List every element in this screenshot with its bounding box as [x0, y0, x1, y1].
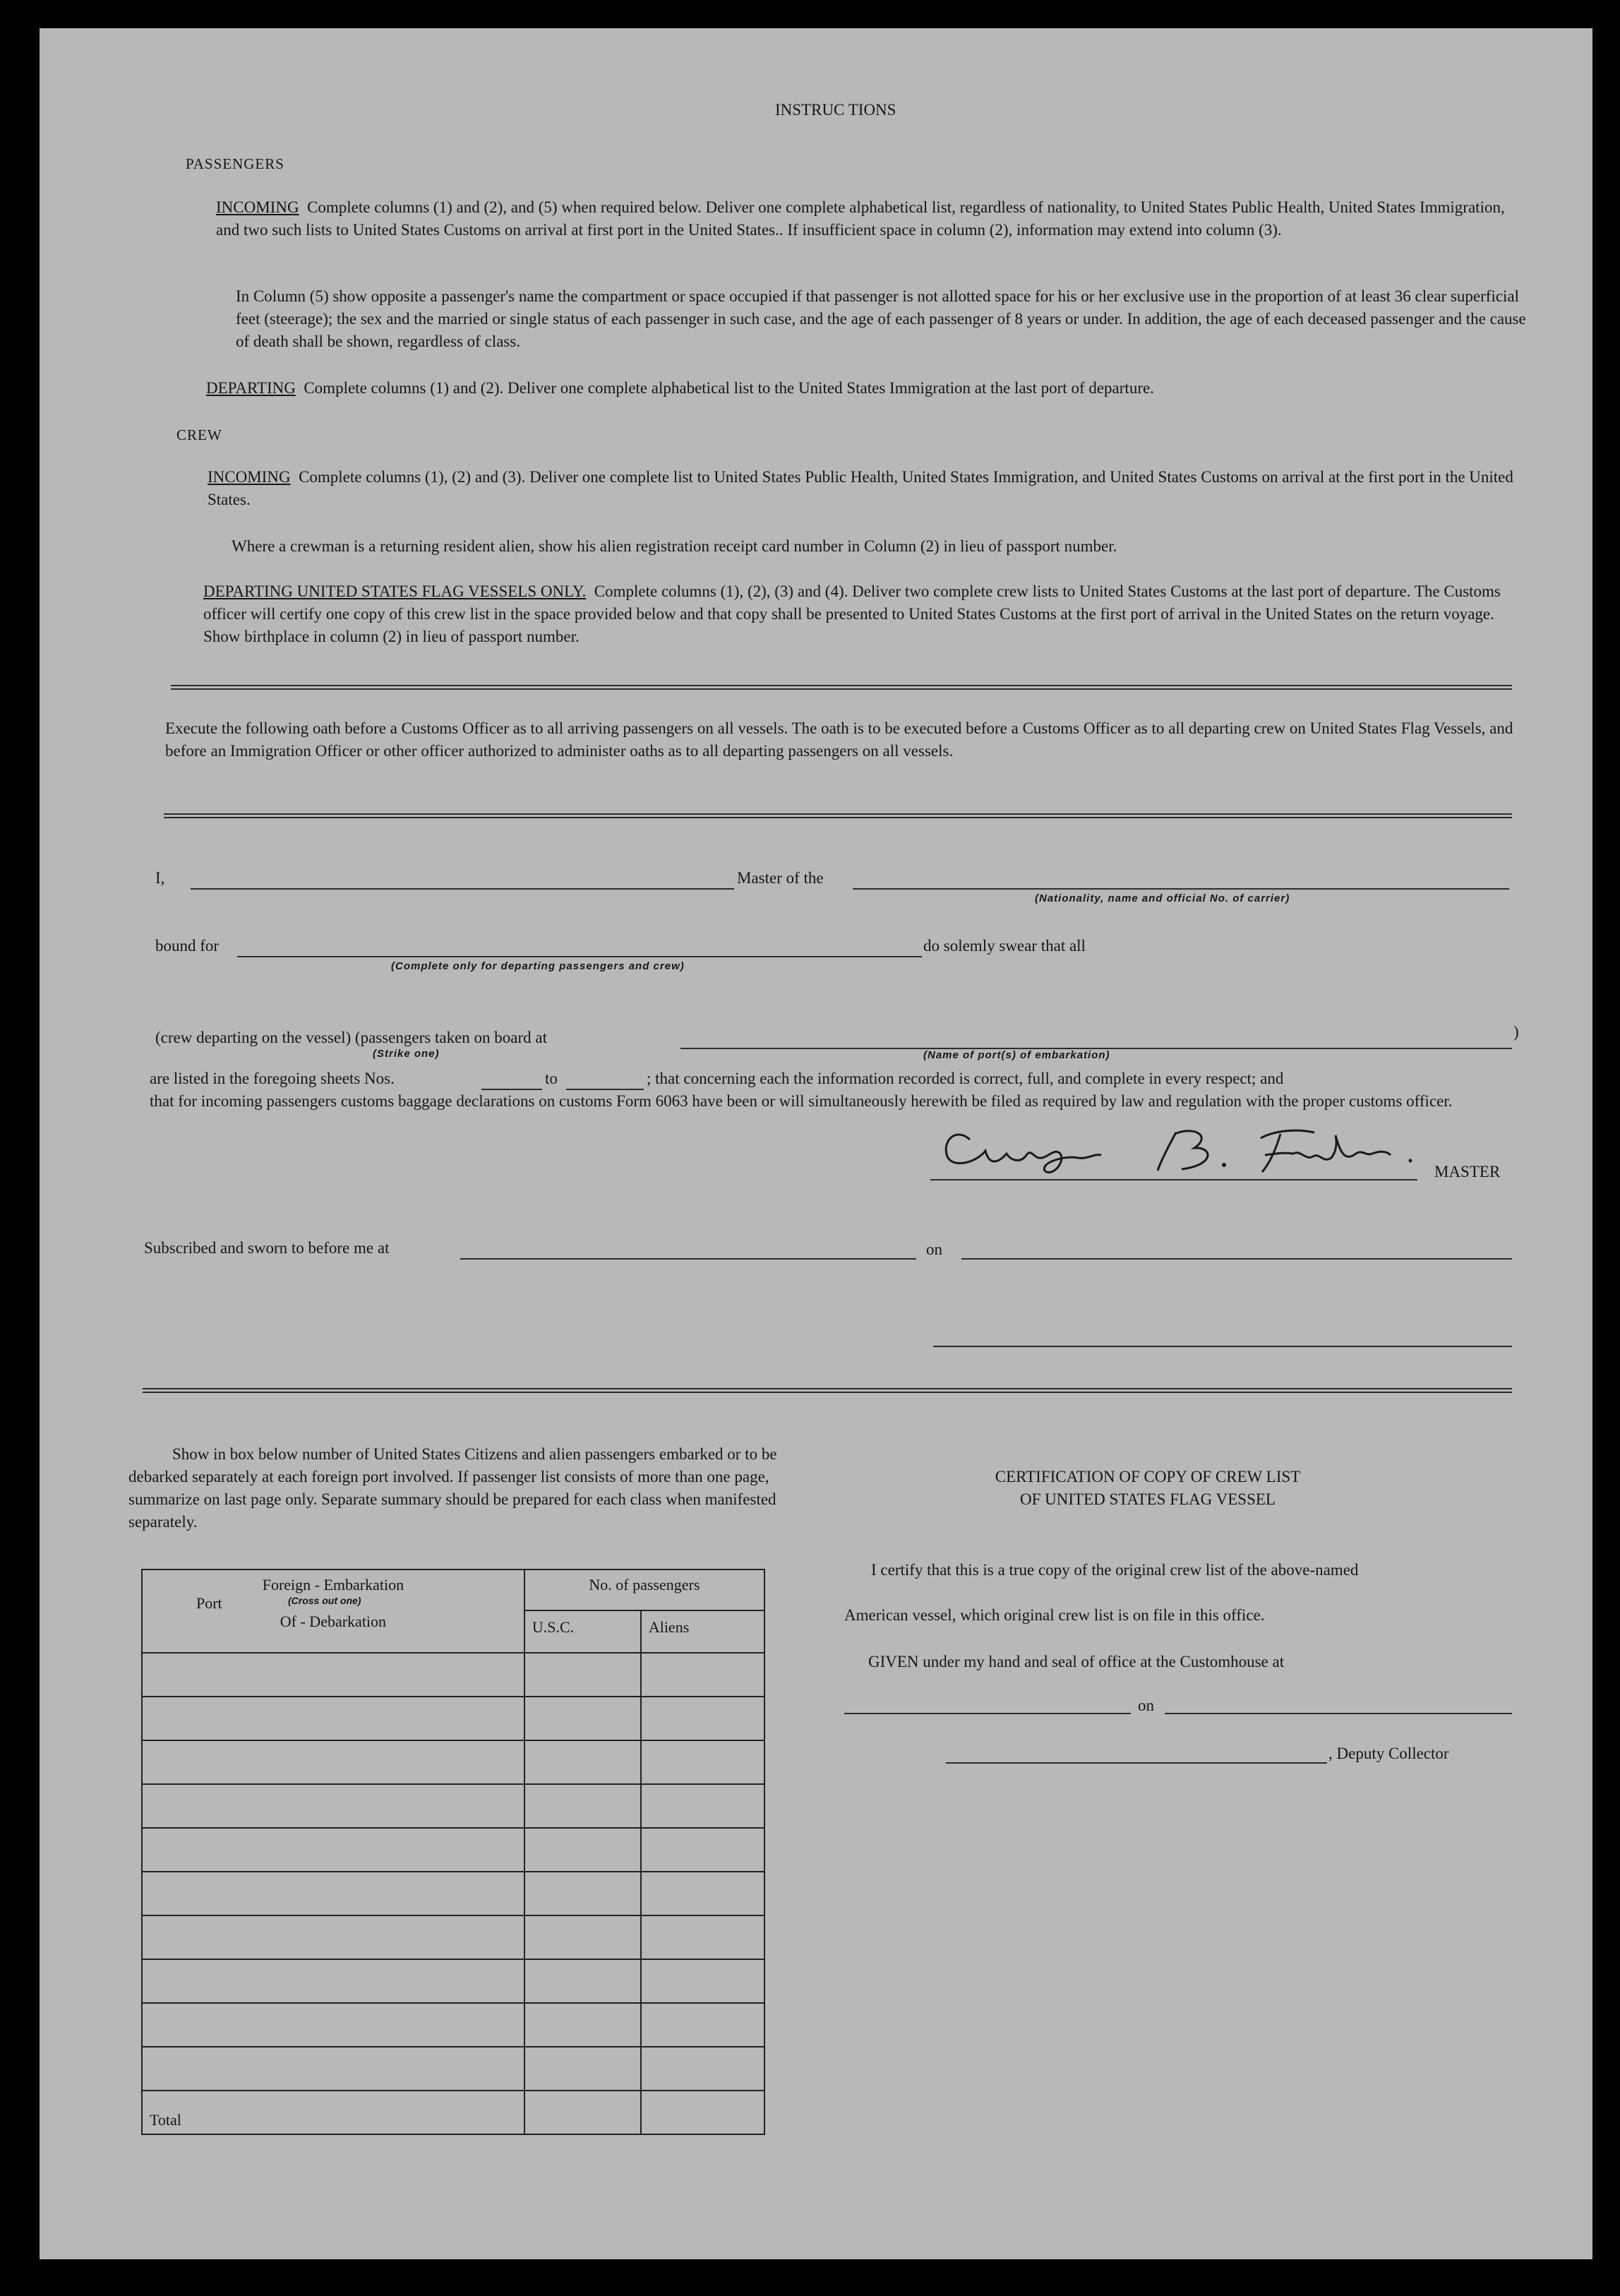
port-cell[interactable] — [142, 1697, 524, 1740]
section-divider — [143, 1388, 1512, 1393]
usc-cell[interactable] — [524, 1784, 641, 1828]
usc-cell[interactable] — [524, 1959, 641, 2003]
usc-header: U.S.C. — [524, 1610, 641, 1653]
given-line: GIVEN under my hand and seal of office at the Customhouse at — [868, 1653, 1285, 1670]
passengers-departing-label: DEPARTING — [206, 379, 296, 397]
crew-departing-label: DEPARTING UNITED STATES FLAG VESSELS ONLY. — [203, 582, 587, 600]
aliens-cell[interactable] — [641, 1653, 764, 1697]
usc-cell[interactable] — [524, 2003, 641, 2047]
certification-title-line1: CERTIFICATION OF COPY OF CREW LIST — [995, 1468, 1301, 1485]
sworn-place-field[interactable] — [460, 1258, 916, 1260]
crew-departing-paragraph — [203, 580, 1530, 648]
total-label: Total — [142, 2091, 524, 2134]
oath-instruction: Execute the following oath before a Customs Officer as to all arriving passengers on all vessels. The oath is to be executed before a Customs Officer as to all departing crew on United States Flag Vessels, and before an Immigration Officer or other officer authorized to administer oaths as to all departing passengers on all vessels. — [165, 719, 1513, 760]
port-cell[interactable] — [142, 1784, 524, 1828]
port-cell[interactable] — [142, 1653, 524, 1697]
passengers-heading: PASSENGERS — [186, 155, 284, 172]
aliens-total-cell[interactable] — [641, 2091, 764, 2134]
close-paren: ) — [1513, 1023, 1519, 1041]
aliens-cell[interactable] — [641, 1959, 764, 2003]
section-divider — [164, 813, 1512, 818]
port-cell[interactable] — [142, 2047, 524, 2091]
master-name-field[interactable] — [191, 888, 734, 890]
cert-date-field[interactable] — [1165, 1713, 1512, 1714]
bound-for-caption: (Complete only for departing passengers and crew) — [391, 960, 685, 972]
subscribed-label: Subscribed and sworn to before me at — [144, 1239, 390, 1257]
crew-resident-text: Where a crewman is a returning resident alien, show his alien registration receipt card number in Column (2) in lieu of passport number. — [232, 537, 1117, 555]
aliens-cell[interactable] — [641, 1828, 764, 1872]
aliens-cell[interactable] — [641, 1740, 764, 1784]
document-sheet — [40, 28, 1592, 2259]
bound-for-field[interactable] — [237, 956, 922, 957]
crew-heading: CREW — [176, 426, 222, 443]
usc-cell[interactable] — [524, 2047, 641, 2091]
port-cell[interactable] — [142, 1915, 524, 1959]
port-cell[interactable] — [142, 2003, 524, 2047]
crew-departing-text: Complete columns (1), (2), (3) and (4). Deliver two complete crew lists to United States Customs at the last port of departure. The Customs officer will certify one copy of this crew list in the space provided below and that copy shall be presented to United States Customs at the first port of arrival in the United States on the return voyage. Show birthplace in column (2) in lieu of passport number. — [203, 582, 1501, 645]
port-header-line1: Foreign - Embarkation — [262, 1576, 404, 1594]
usc-cell[interactable] — [524, 1872, 641, 1915]
cross-out-caption: (Cross out one) — [288, 1595, 361, 1606]
carrier-caption: (Nationality, name and official No. of carrier) — [1035, 892, 1290, 904]
port-header-line2: Port — [196, 1594, 222, 1612]
officer-signature-field[interactable] — [933, 1346, 1512, 1347]
aliens-cell[interactable] — [641, 1872, 764, 1915]
instructions-title: INSTRUC TIONS — [775, 101, 896, 119]
port-header-line3: Of - Debarkation — [280, 1613, 387, 1630]
master-label: MASTER — [1434, 1163, 1501, 1180]
passengers-incoming-text: Complete columns (1) and (2), and (5) when required below. Deliver one complete alphabetical list, regardless of nationality, to United States Public Health, United States Immigration, and two such lists to United States Customs on arrival at first port in the United States.. If insufficient space in column (2), information may extend into column (3). — [216, 198, 1505, 239]
crew-incoming-paragraph — [208, 466, 1520, 511]
aliens-header: Aliens — [641, 1610, 764, 1653]
strike-caption: (Strike one) — [373, 1048, 440, 1060]
i-label: I, — [155, 869, 165, 887]
swear-label: do solemly swear that all — [923, 937, 1086, 955]
master-signature — [928, 1120, 1422, 1183]
customhouse-field[interactable] — [844, 1713, 1131, 1714]
summary-instruction: Show in box below number of United States Citizens and alien passengers embarked or to be debarked separately at each foreign port involved. If passenger list consists of more than one page, summarize on last page only. Separate summary should be prepared for each class when manifested separately. — [128, 1445, 777, 1531]
usc-cell[interactable] — [524, 1915, 641, 1959]
passengers-column5-paragraph: In Column (5) show opposite a passenger's name the compartment or space occupied if that passenger is not allotted space for his or her exclusive use in the proportion of at least 36 clear superficial feet (steerage); the sex and the married or single status of each passenger in such case, and the age of each passenger of 8 years or under. In addition, the age of each deceased passenger and the cause of death shall be shown, regardless of class. — [236, 287, 1526, 350]
aliens-cell[interactable] — [641, 1784, 764, 1828]
usc-total-cell[interactable] — [524, 2091, 641, 2134]
certification-title-line2: OF UNITED STATES FLAG VESSEL — [1020, 1490, 1276, 1508]
sworn-date-field[interactable] — [961, 1258, 1512, 1260]
certify-line2: American vessel, which original crew list is on file in this office. — [844, 1606, 1265, 1624]
bound-for-label: bound for — [155, 937, 220, 955]
passenger-summary-table — [141, 1569, 765, 2135]
passengers-departing-text: Complete columns (1) and (2). Deliver one complete alphabetical list to the United States Immigration at the last port of departure. — [304, 379, 1154, 397]
usc-cell[interactable] — [524, 1828, 641, 1872]
aliens-cell[interactable] — [641, 1915, 764, 1959]
sworn-on-label: on — [926, 1240, 942, 1258]
usc-cell[interactable] — [524, 1740, 641, 1784]
carrier-field[interactable] — [853, 888, 1509, 890]
deputy-collector-field[interactable] — [946, 1762, 1327, 1764]
listed-text-2: ; that concerning each the information recorded is correct, full, and complete in every respect; and — [647, 1070, 1284, 1087]
aliens-cell[interactable] — [641, 1697, 764, 1740]
crew-incoming-label: INCOMING — [208, 468, 291, 486]
usc-cell[interactable] — [524, 1653, 641, 1697]
crew-departing-label: (crew departing on the vessel) (passengers taken on board at — [155, 1029, 547, 1046]
usc-cell[interactable] — [524, 1697, 641, 1740]
passengers-incoming-label: INCOMING — [216, 198, 299, 216]
port-cell[interactable] — [142, 1740, 524, 1784]
section-divider — [171, 685, 1512, 690]
passengers-incoming-paragraph — [216, 196, 1529, 241]
listed-text-3: that for incoming passengers customs baggage declarations on customs Form 6063 have been or will simultaneously herewith be filed as required by law and regulation with the proper customs officer. — [150, 1092, 1453, 1110]
certify-line1: I certify that this is a true copy of the original crew list of the above-named — [871, 1561, 1359, 1579]
passengers-count-header: No. of passengers — [524, 1569, 764, 1610]
deputy-collector-label: , Deputy Collector — [1328, 1745, 1449, 1762]
port-cell[interactable] — [142, 1872, 524, 1915]
aliens-cell[interactable] — [641, 2047, 764, 2091]
port-cell[interactable] — [142, 1828, 524, 1872]
listed-text-1: are listed in the foregoing sheets Nos. — [150, 1070, 395, 1087]
ports-caption: (Name of port(s) of embarkation) — [923, 1049, 1110, 1061]
port-cell[interactable] — [142, 1959, 524, 2003]
crew-incoming-text: Complete columns (1), (2) and (3). Deliver one complete list to United States Public Health, United States Immigration, and United States Customs on arrival at the first port in the United States. — [208, 468, 1513, 508]
passengers-departing-paragraph — [206, 377, 1533, 400]
master-of-label: Master of the — [737, 869, 824, 887]
aliens-cell[interactable] — [641, 2003, 764, 2047]
signature-line — [930, 1179, 1417, 1180]
port-column-header — [142, 1569, 524, 1653]
listed-to: to — [545, 1070, 558, 1087]
cert-on-label: on — [1138, 1697, 1154, 1714]
